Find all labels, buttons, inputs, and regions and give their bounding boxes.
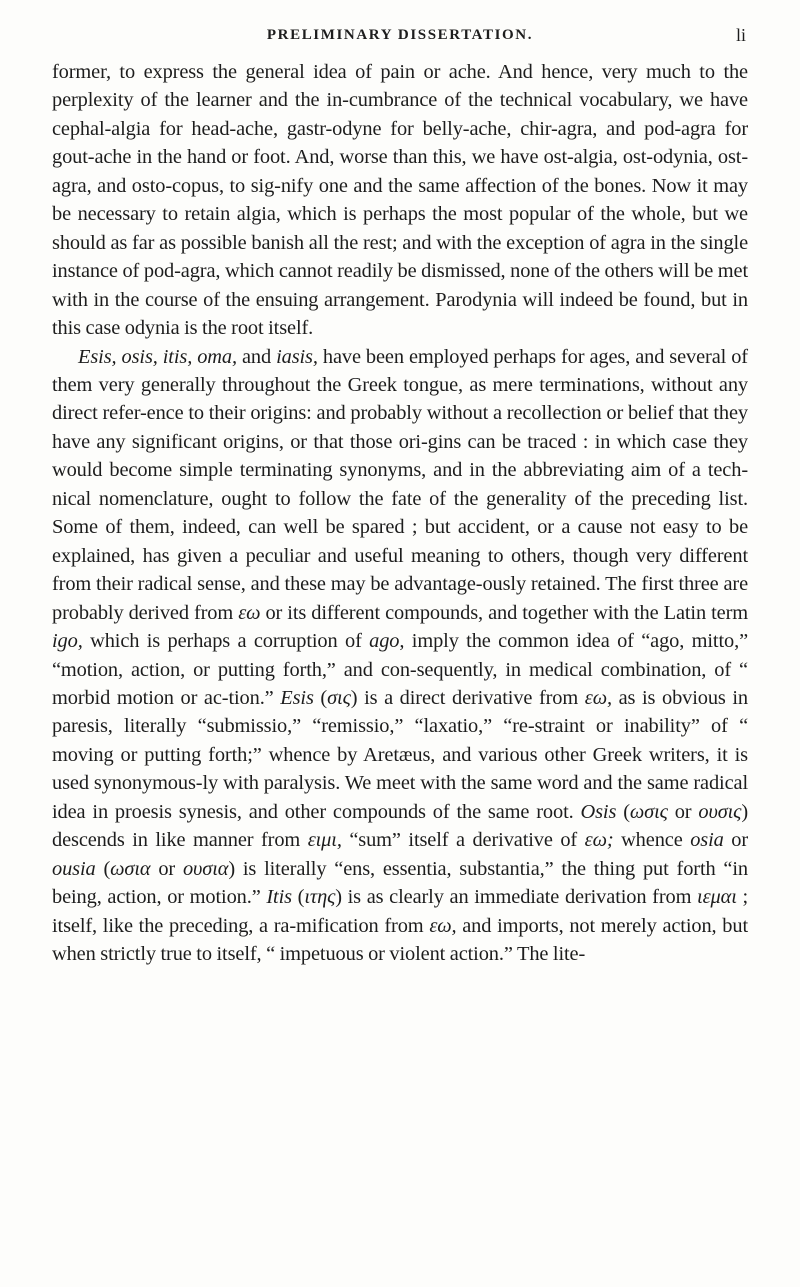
greek-word: εω;: [584, 829, 614, 852]
running-header: [0, 20, 800, 54]
text-run: and imports, not merely action, but when strictly true to itself, “ impetuous or violent action.” The lite-: [52, 914, 748, 966]
text-run: ) is a direct derivative from: [350, 686, 585, 709]
paragraph-continued: [52, 58, 748, 343]
greek-word: ιεμαι: [697, 886, 737, 909]
italic-term: Esis: [280, 686, 314, 709]
page-number: li: [735, 25, 746, 45]
text-run: (: [313, 686, 328, 709]
italic-term: osia: [690, 829, 724, 852]
text-run: ) is as clearly an immediate derivation from: [335, 886, 698, 909]
text-run: or its different compounds, and together with the Latin term: [260, 601, 749, 624]
text-run: whence: [613, 829, 691, 852]
text-run: (: [616, 800, 630, 823]
italic-term: ousia: [52, 857, 96, 880]
text-run: and: [236, 345, 277, 368]
greek-word: ουσια: [182, 857, 229, 880]
greek-word: ωσια: [110, 857, 151, 880]
greek-word: εω: [238, 601, 261, 624]
text-run: which is perhaps a corruption of: [82, 630, 370, 653]
greek-word: ειμι,: [307, 829, 342, 852]
text-run: or: [150, 857, 183, 880]
text-run: (: [95, 857, 111, 880]
paragraph-terminations: [52, 343, 748, 969]
greek-word: εω,: [429, 914, 457, 937]
running-head-title: PRELIMINARY DISSERTATION.: [266, 27, 534, 43]
text-run: or: [667, 800, 699, 823]
text-run: or: [723, 829, 748, 852]
greek-word: ουσις: [698, 800, 742, 823]
greek-word: ιτης: [304, 886, 336, 909]
text-run: “sum” itself a derivative of: [341, 829, 585, 852]
italic-term: ago,: [369, 630, 405, 653]
body-text: [52, 58, 748, 969]
text-run: ) descends in like manner from: [52, 800, 748, 852]
text-run: former, to express the general idea of pain or ache. And hence, very much to the perplexity of the learner and the in-cumbrance of the technical vocabulary, we have cephal-algia for head-ache, gastr-odyne for belly-ache, chir-agra, and pod-agra for gout-ache in the hand or foot. And, worse than this, we have ost-algia, ost-odynia, ost-agra, and osto-copus, to sig-nify one and the same affection of the bones. Now it may be necessary to retain algia, which is perhaps the most popular of the whole, but we should as far as possible banish all the rest; and with the exception of agra in the single instance of pod-agra, which cannot readily be dismissed, none of the others will be met with in the course of the ensuing arrangement. Parodynia will indeed be found, but in this case odynia is the root itself.: [52, 61, 748, 340]
italic-term: Itis: [266, 886, 292, 909]
italic-term: iasis,: [276, 345, 318, 368]
italic-term: Esis, osis, itis, oma,: [78, 345, 237, 368]
text-run: as is obvious in paresis, literally “submissio,” “remissio,” “laxatio,” “re-straint or inability” of “ moving or putting forth;” whence by Aretæus, and various other Greek writers, it is used synonymous-ly with paralysis. We meet with the same word and the same radical idea in proesis synesis, and other compounds of the same root.: [52, 686, 749, 823]
text-run: imply the common idea of “ago, mitto,” “motion, action, or putting forth,” and con-sequently, in medical combination, of “ morbid motion or ac-tion.”: [52, 630, 748, 709]
text-run: ; itself, like the preceding, a ra-mification from: [52, 886, 749, 937]
greek-word: εω,: [584, 686, 612, 709]
greek-word: ωσις: [629, 800, 668, 823]
text-run: (: [291, 886, 305, 909]
italic-term: igo,: [52, 630, 83, 653]
italic-term: Osis: [580, 800, 617, 823]
greek-word: σις: [327, 686, 351, 709]
text-run: ) is literally “ens, essentia, substantia,” the thing put forth “in being, action, or motion.”: [52, 857, 748, 909]
text-run: have been employed perhaps for ages, and several of them very generally throughout the Greek tongue, as mere terminations, without any direct refer-ence to their origins: and probably without a recollection or belief that they have any significant origins, or that those ori-gins can be traced : in which case they would become simple terminating synonyms, and in the abbreviating aim of a tech-nical nomenclature, ought to follow the fate of the generality of the preceding list. Some of them, indeed, can well be spared ; but accident, or a cause not easy to be explained, has given a peculiar and useful meaning to others, though very different from their radical sense, and these may be advantage-ously retained. The first three are probably derived from: [52, 345, 748, 624]
